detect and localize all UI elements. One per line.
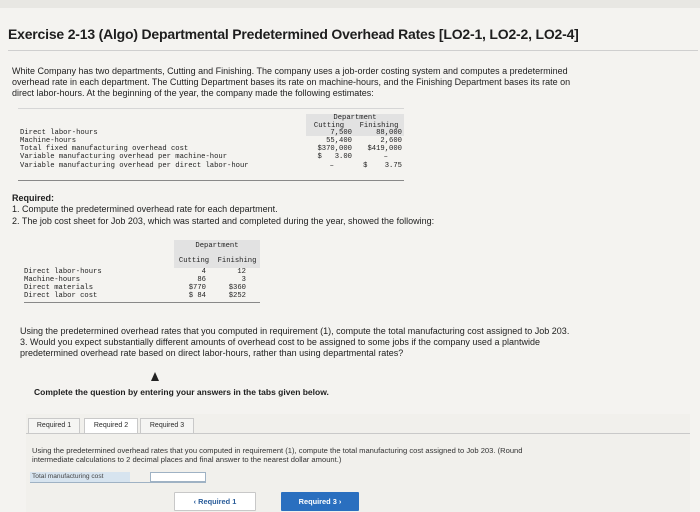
top-bar <box>0 0 700 8</box>
table-row-label: Machine-hours <box>24 276 81 284</box>
chevron-left-icon: ‹ <box>193 497 197 506</box>
answer-row-underline <box>30 482 206 483</box>
required-item-2: 2. The job cost sheet for Job 203, which was started and completed during the year, showed the following: <box>12 216 435 226</box>
chevron-right-icon: › <box>338 497 342 506</box>
table-row-label: Total fixed manufacturing overhead cost <box>20 145 189 153</box>
requirement-text <box>20 326 590 359</box>
table-cell-finishing: – <box>383 153 388 161</box>
table-bottom-border <box>24 302 260 303</box>
table-cell-finishing: $419,000 <box>367 145 402 153</box>
mouse-cursor-icon <box>151 372 159 381</box>
table-cell-finishing: 88,000 <box>376 129 402 137</box>
prev-required-button[interactable] <box>174 492 256 511</box>
table-cell-cutting: 55,400 <box>326 137 352 145</box>
tab-required-1[interactable]: Required 1 <box>28 418 80 434</box>
required-heading: Required: <box>12 193 55 203</box>
prev-button-label: Required 1 <box>198 497 237 506</box>
department-header: Department <box>333 114 377 122</box>
table-row-label: Direct labor-hours <box>20 129 98 137</box>
table-cell-cutting: $770 <box>188 284 206 292</box>
col-header-finishing: Finishing <box>359 122 399 130</box>
problem-intro: White Company has two departments, Cutting and Finishing. The company uses a job-order costing system and computes a predetermined overhead rate in each department. The Cutting Department bases its rate on machine-hours, and the Finishing Department bases its rate on direct labor-hours. At the beginning of the year, the company made the following estimates: <box>12 66 571 98</box>
tab-required-3[interactable]: Required 3 <box>140 418 194 434</box>
table-cell-cutting: $ 84 <box>188 292 206 300</box>
tab-required-2[interactable]: Required 2 <box>84 418 138 434</box>
department-header: Department <box>195 242 239 250</box>
table-row-label: Machine-hours <box>20 137 77 145</box>
table-cell-cutting: 86 <box>197 276 206 284</box>
job-cost-table <box>24 240 260 302</box>
table-row-label: Variable manufacturing overhead per direct labor-hour <box>20 162 249 170</box>
table-cell-finishing: $360 <box>228 284 246 292</box>
table-row-label: Direct labor cost <box>24 292 98 300</box>
title-divider <box>8 50 698 51</box>
table-cell-cutting: 7,500 <box>330 129 352 137</box>
next-required-button[interactable] <box>281 492 359 511</box>
table-cell-cutting: $ 3.00 <box>317 153 352 161</box>
table-cell-finishing: 12 <box>237 268 246 276</box>
table-row-label: Direct labor-hours <box>24 268 102 276</box>
tabs-divider <box>26 433 690 434</box>
col-header-cutting: Cutting <box>313 122 345 130</box>
table-row-label: Variable manufacturing overhead per machine-hour <box>20 153 228 161</box>
tab-instruction: Using the predetermined overhead rates that you computed in requirement (1), compute the total manufacturing cost assigned to Job 203. (Round intermediate calculations to 2 decimal places and final answer to the nearest dollar amount.) <box>32 446 523 464</box>
total-manufacturing-cost-input[interactable] <box>150 472 206 482</box>
table-bottom-border <box>18 180 404 181</box>
table-cell-finishing: 3 <box>241 276 246 284</box>
table-cell-finishing: 2,600 <box>380 137 402 145</box>
col-header-finishing: Finishing <box>217 257 257 265</box>
estimates-table <box>18 108 404 180</box>
table-cell-cutting: 4 <box>201 268 206 276</box>
col-header-cutting: Cutting <box>178 257 210 265</box>
paragraph-after-table: Using the predetermined overhead rates that you computed in requirement (1), compute the total manufacturing cost assigned to Job 203. <box>20 326 570 336</box>
table-row-label: Direct materials <box>24 284 94 292</box>
total-manufacturing-cost-label: Total manufacturing cost <box>30 472 130 482</box>
page-title: Exercise 2-13 (Algo) Departmental Predetermined Overhead Rates [LO2-1, LO2-2, LO2-4] <box>8 26 579 42</box>
complete-instruction: Complete the question by entering your answers in the tabs given below. <box>34 387 329 397</box>
table-cell-finishing: $252 <box>228 292 246 300</box>
next-button-label: Required 3 <box>298 497 337 506</box>
required-item-1: 1. Compute the predetermined overhead rate for each department. <box>12 204 278 214</box>
table-cell-finishing: $ 3.75 <box>363 162 402 170</box>
required-item-3: 3. Would you expect substantially different amounts of overhead cost to be assigned to some jobs if the company used a plantwide predetermined overhead rate based on direct labor-hours, rather than using departmental rates? <box>20 337 540 358</box>
table-top-border <box>18 108 404 109</box>
table-cell-cutting: – <box>329 162 334 170</box>
table-cell-cutting: $370,000 <box>317 145 352 153</box>
